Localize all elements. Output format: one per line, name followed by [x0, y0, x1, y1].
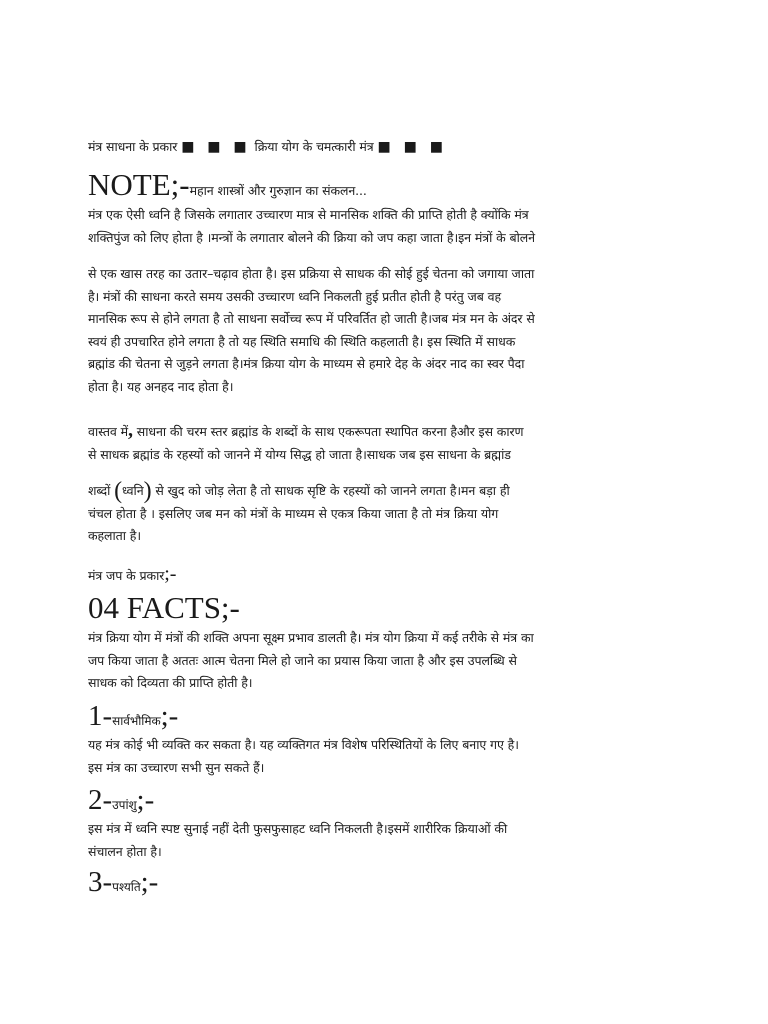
text-line: से एक खास तरह का उतार–चढ़ाव होता है। इस प्रक्रिया से साधक की सोई हुई चेतना को जगाया जाता	[88, 266, 535, 281]
paragraph-1	[88, 204, 678, 249]
bullet-dots: ■ ■ ■	[181, 139, 251, 155]
text-line: स्वयं ही उपचारित होने लगता है तो यह स्थिति समाधि की स्थिति कहलाती है। इस स्थिति में साधक	[88, 333, 516, 349]
text-span: साधना की चरम स्तर ब्रह्मांड के शब्दों के साथ एकरूपता स्थापित करना हैऔर इस कारण	[132, 424, 524, 439]
item-2-heading	[88, 784, 154, 817]
text-line: है। मंत्रों की साधना करते समय उसकी उच्चारण ध्वनि निकलती हुई प्रतीत होती है परंतु जब वह	[88, 288, 502, 304]
paragraph-4	[88, 627, 678, 695]
text-span: ध्वनि	[122, 483, 144, 498]
text-line: इस मंत्र में ध्वनि स्पष्ट सुनाई नहीं देती फुसफुसाहट ध्वनि निकलती है।इसमें शारीरिक क्रियाओं की	[88, 821, 508, 836]
text-line	[88, 419, 678, 444]
item-name: उपांशु	[112, 798, 137, 812]
text-line: शक्तिपुंज को लिए होता है ।मन्त्रों के लगातार बोलने की क्रिया को जप कहा जाता है।इन मंत्रों के बोलने	[88, 229, 535, 245]
paragraph-3	[88, 419, 678, 548]
title-part-b: क्रिया योग के चमत्कारी मंत्र	[254, 139, 374, 154]
facts-title: 04 FACTS;-	[88, 590, 240, 625]
title-line	[88, 136, 678, 159]
types-label-punct: ;-	[164, 563, 177, 585]
comma: ,	[127, 419, 133, 441]
text-line: मंत्र क्रिया योग में मंत्रों की शक्ति अपना सूक्ष्म प्रभाव डालती है। मंत्र योग क्रिया में कई तरीके से मंत्र का	[88, 630, 534, 645]
note-label: NOTE;-	[88, 167, 190, 202]
text-line: यह मंत्र कोई भी व्यक्ति कर सकता है। यह व्यक्तिगत मंत्र विशेष परिस्थितियों के लिए बनाए गए है।	[88, 737, 519, 752]
text-line: चंचल होता है । इसलिए जब मन को मंत्रों के माध्यम से एकत्र किया जाता है तो मंत्र क्रिया योग	[88, 505, 499, 521]
types-label	[88, 563, 678, 588]
item-2-body	[88, 818, 678, 863]
item-3-heading	[88, 866, 158, 899]
item-name: सार्वभौमिक	[112, 714, 161, 728]
text-line: जप किया जाता है अततः आत्म चेतना मिले हो जाने का प्रयास किया जाता है और इस उपलब्धि से	[88, 652, 517, 668]
text-line: मानसिक रूप से होने लगता है तो साधना सर्वोच्च रूप में परिवर्तित हो जाती है।जब मंत्र मन के अंदर से	[88, 311, 535, 326]
item-number: 2-	[88, 784, 113, 816]
types-label-text: मंत्र जप के प्रकार	[88, 568, 165, 583]
text-line: संचालन होता है।	[88, 843, 162, 859]
text-span: से खुद को जोड़ लेता है तो साधक सृष्टि के रहस्यों को जानने लगता है।मन बड़ा ही	[151, 483, 510, 498]
text-span: शब्दों	[88, 483, 115, 498]
text-line: मंत्र एक ऐसी ध्वनि है जिसके लगातार उच्चारण मात्र से मानसिक शक्ति की प्राप्ति होती है क्योंकि मंत्र	[88, 207, 529, 222]
paragraph-2	[88, 263, 678, 398]
open-paren: (	[114, 478, 123, 504]
text-line: कहलाता है।	[88, 528, 141, 543]
item-punct: ;-	[140, 866, 159, 898]
item-1-body	[88, 734, 678, 779]
text-span: वास्तव में	[88, 424, 128, 439]
text-line: साधक को दिव्यता की प्राप्ति होती है।	[88, 675, 253, 690]
text-line: ब्रह्मांड की चेतना से जुड़ने लगता है।मंत्र क्रिया योग के माध्यम से हमारे देह के अंदर नाद का स्वर पैदा	[88, 356, 525, 371]
item-1-heading	[88, 700, 178, 733]
text-line	[88, 480, 678, 503]
note-text: महान शास्त्रों और गुरुज्ञान का संकलन...	[189, 183, 367, 198]
text-line: इस मंत्र का उच्चारण सभी सुन सकते हैं।	[88, 759, 265, 775]
item-punct: ;-	[160, 700, 179, 732]
item-name: पश्यति	[112, 880, 141, 894]
text-line: होता है। यह अनहद नाद होता है।	[88, 378, 234, 394]
note-heading	[88, 168, 678, 203]
close-paren: )	[143, 478, 152, 504]
text-line: से साधक ब्रह्मांड के रहस्यों को जानने में योग्य सिद्ध हो जाता है।साधक जब इस साधना के ब्रह्मांड	[88, 446, 511, 462]
facts-heading	[88, 591, 240, 625]
title-part-a: मंत्र साधना के प्रकार	[88, 139, 178, 154]
item-punct: ;-	[136, 784, 155, 816]
item-number: 3-	[88, 866, 113, 898]
item-number: 1-	[88, 700, 113, 732]
bullet-dots: ■ ■ ■	[377, 139, 447, 155]
